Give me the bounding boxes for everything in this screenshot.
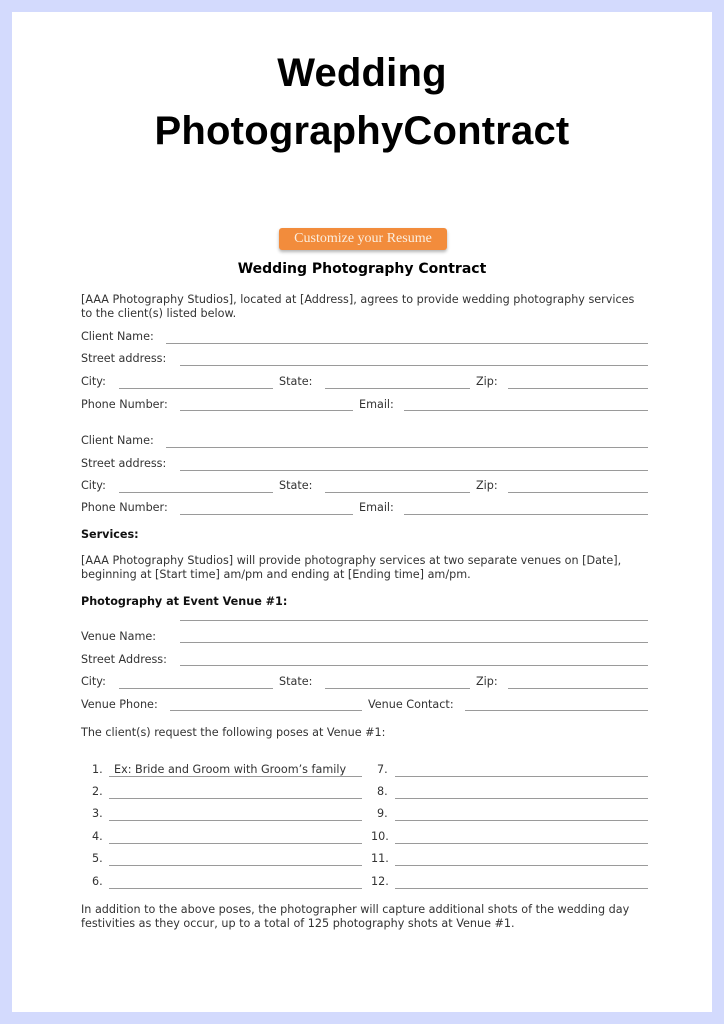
- pose-field-4[interactable]: [109, 843, 362, 844]
- pose-field-5[interactable]: [109, 865, 362, 866]
- venue-contact-field[interactable]: [465, 710, 648, 711]
- venue-state-label: State:: [279, 675, 313, 688]
- intro-paragraph: [AAA Photography Studios], located at [Address], agrees to provide wedding photography services to the client(s) listed below.: [81, 293, 635, 320]
- poses-intro: The client(s) request the following poses at Venue #1:: [81, 726, 386, 739]
- services-heading: Services:: [81, 528, 139, 541]
- zip-label: Zip:: [476, 375, 498, 388]
- services-paragraph: [AAA Photography Studios] will provide photography services at two separate venues on [Date], beginning at [Start time] am/pm and ending at [Ending time] am/pm.: [81, 554, 622, 581]
- email-field[interactable]: [404, 410, 648, 411]
- state-field[interactable]: [325, 388, 470, 389]
- pose-example-text: Ex: Bride and Groom with Groom’s family: [114, 763, 347, 776]
- venue-street-address-label: Street Address:: [81, 653, 167, 666]
- pose-number: 1.: [92, 763, 103, 776]
- street-address-label: Street address:: [81, 457, 167, 470]
- pose-field-8[interactable]: [395, 798, 648, 799]
- venue-contact-label: Venue Contact:: [368, 698, 454, 711]
- venue-phone-field[interactable]: [170, 710, 362, 711]
- pose-number: 11.: [371, 852, 389, 865]
- street-address-label: Street address:: [81, 352, 167, 365]
- pose-field-6[interactable]: [109, 888, 362, 889]
- pose-field-2[interactable]: [109, 798, 362, 799]
- pose-number: 4.: [92, 830, 103, 843]
- venue-state-field[interactable]: [325, 688, 470, 689]
- pose-field-1[interactable]: [109, 776, 362, 777]
- street-address-field[interactable]: [180, 470, 648, 471]
- pose-number: 2.: [92, 785, 103, 798]
- zip-field[interactable]: [508, 388, 648, 389]
- city-field[interactable]: [119, 492, 273, 493]
- pose-number: 10.: [371, 830, 389, 843]
- venue-street-address-field[interactable]: [180, 665, 648, 666]
- customize-resume-button[interactable]: Customize your Resume: [279, 228, 447, 250]
- venue-zip-label: Zip:: [476, 675, 498, 688]
- phone-label: Phone Number:: [81, 501, 168, 514]
- pose-number: 9.: [377, 807, 388, 820]
- city-label: City:: [81, 479, 106, 492]
- city-field[interactable]: [119, 388, 273, 389]
- pose-field-7[interactable]: [395, 776, 648, 777]
- client-name-label: Client Name:: [81, 434, 154, 447]
- client-name-field[interactable]: [166, 343, 648, 344]
- pose-field-12[interactable]: [395, 888, 648, 889]
- pose-number: 3.: [92, 807, 103, 820]
- document-title: Wedding Photography Contract: [237, 261, 487, 277]
- venue-1-heading: Photography at Event Venue #1:: [81, 595, 288, 608]
- venue-phone-label: Venue Phone:: [81, 698, 158, 711]
- street-address-field[interactable]: [180, 365, 648, 366]
- venue-name-label: Venue Name:: [81, 630, 157, 643]
- pose-number: 6.: [92, 875, 103, 888]
- pose-field-11[interactable]: [395, 865, 648, 866]
- zip-label: Zip:: [476, 479, 498, 492]
- city-label: City:: [81, 375, 106, 388]
- pose-field-3[interactable]: [109, 820, 362, 821]
- email-field[interactable]: [404, 514, 648, 515]
- zip-field[interactable]: [508, 492, 648, 493]
- client-name-field[interactable]: [166, 447, 648, 448]
- state-label: State:: [279, 375, 313, 388]
- venue-city-label: City:: [81, 675, 106, 688]
- page-title-line-2: PhotographyContract: [154, 109, 570, 153]
- client-name-label: Client Name:: [81, 330, 154, 343]
- pose-number: 5.: [92, 852, 103, 865]
- phone-label: Phone Number:: [81, 398, 168, 411]
- state-field[interactable]: [325, 492, 470, 493]
- phone-field[interactable]: [180, 514, 353, 515]
- email-label: Email:: [359, 398, 394, 411]
- state-label: State:: [279, 479, 313, 492]
- email-label: Email:: [359, 501, 394, 514]
- venue-city-field[interactable]: [119, 688, 273, 689]
- pose-number: 7.: [377, 763, 388, 776]
- venue-extra-line[interactable]: [180, 620, 648, 621]
- page-title-line-1: Wedding: [277, 51, 447, 95]
- venue-name-field[interactable]: [180, 642, 648, 643]
- closing-paragraph: In addition to the above poses, the photographer will capture additional shots of the wedding day festivities as they occur, up to a total of 125 photography shots at Venue #1.: [81, 903, 630, 930]
- page-title: [0, 44, 724, 160]
- pose-field-10[interactable]: [395, 843, 648, 844]
- pose-field-9[interactable]: [395, 820, 648, 821]
- venue-zip-field[interactable]: [508, 688, 648, 689]
- phone-field[interactable]: [180, 410, 353, 411]
- pose-number: 12.: [371, 875, 389, 888]
- pose-number: 8.: [377, 785, 388, 798]
